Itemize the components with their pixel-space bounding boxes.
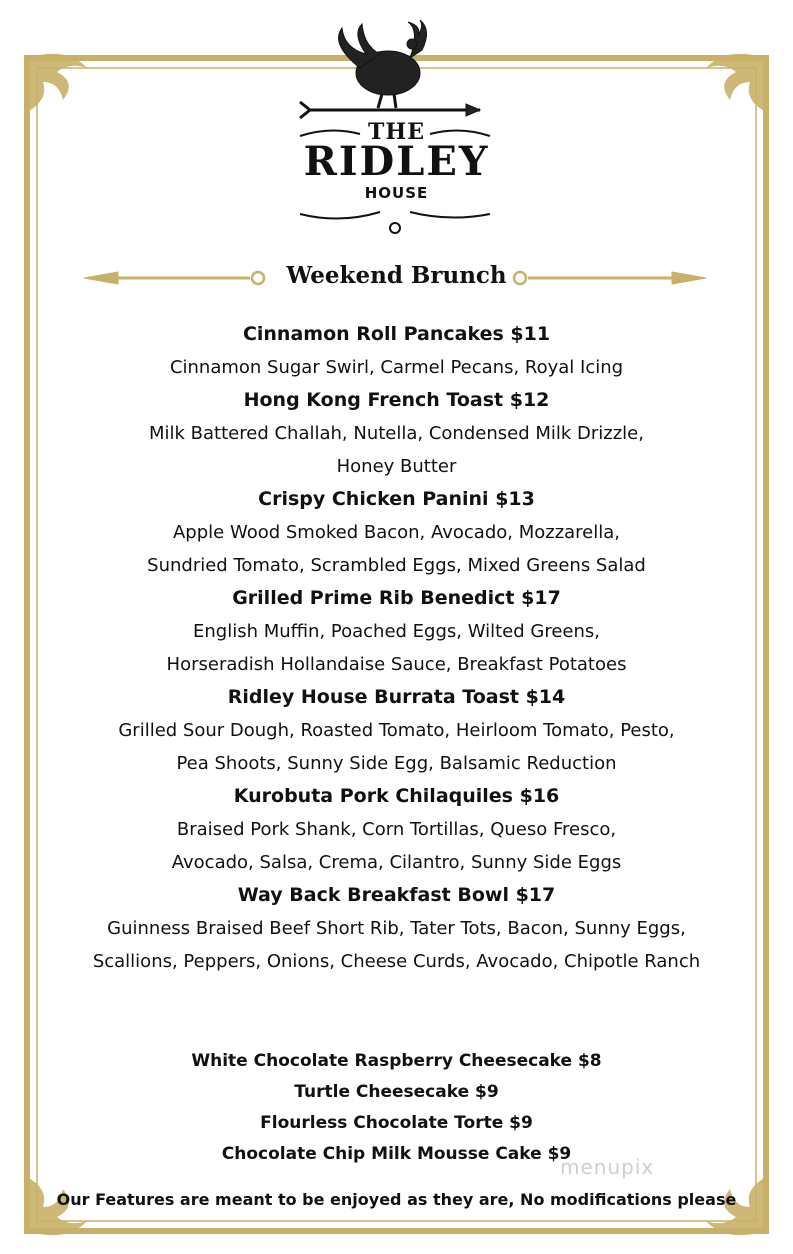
section-title: Weekend Brunch [286,262,507,289]
menu-item-description: English Muffin, Poached Eggs, Wilted Greens, [192,621,601,642]
dessert-item: White Chocolate Raspberry Cheesecake $8 [191,1051,602,1071]
menu-item [30,318,763,384]
menu-item-description: Honey Butter [336,456,457,477]
menu-item-name: Kurobuta Pork Chilaquiles $16 [233,785,560,807]
menu-item-name: Grilled Prime Rib Benedict $17 [232,587,561,609]
menu-item-description: Grilled Sour Dough, Roasted Tomato, Heirloom Tomato, Pesto, [118,720,675,741]
dessert-list [30,1046,763,1170]
brand-house: HOUSE [364,184,429,202]
dessert-item: Chocolate Chip Milk Mousse Cake $9 [221,1144,572,1164]
menu-item-description: Pea Shoots, Sunny Side Egg, Balsamic Reduction [176,753,617,774]
menu-item-name: Cinnamon Roll Pancakes $11 [242,323,551,345]
dessert-item: Turtle Cheesecake $9 [294,1082,499,1102]
menu-item-description: Sundried Tomato, Scrambled Eggs, Mixed Greens Salad [147,555,646,576]
menu-item-description: Milk Battered Challah, Nutella, Condensed Milk Drizzle, [149,423,644,444]
menu-item-name: Crispy Chicken Panini $13 [258,488,535,510]
menu-item-name: Hong Kong French Toast $12 [243,389,550,411]
menu-item-description: Guinness Braised Beef Short Rib, Tater Tots, Bacon, Sunny Eggs, [107,918,686,939]
menu-item-description: Scallions, Peppers, Onions, Cheese Curds, Avocado, Chipotle Ranch [92,951,701,972]
watermark: menupix [560,1155,655,1179]
menu-item [30,483,763,582]
menu-item-name: Ridley House Burrata Toast $14 [227,686,566,708]
menu-item-description: Horseradish Hollandaise Sauce, Breakfast Potatoes [166,654,627,675]
menu-item-description: Cinnamon Sugar Swirl, Carmel Pecans, Royal Icing [169,357,624,378]
menu-item-description: Avocado, Salsa, Crema, Cilantro, Sunny Side Eggs [171,852,622,873]
menu-item [30,384,763,483]
brand-the: THE [368,119,425,145]
menu-list [30,318,763,978]
menu-item-name: Way Back Breakfast Bowl $17 [237,884,556,906]
menu-item-description: Apple Wood Smoked Bacon, Avocado, Mozzarella, [172,522,621,543]
footer-note: Our Features are meant to be enjoyed as they are, No modifications please [56,1190,737,1209]
dessert-item: Flourless Chocolate Torte $9 [260,1113,533,1133]
brand-ridley: RIDLEY [303,138,490,185]
menu-item [30,582,763,681]
menu-item-description: Braised Pork Shank, Corn Tortillas, Queso Fresco, [176,819,617,840]
menu-item [30,780,763,879]
menu-item [30,879,763,978]
menu-item [30,681,763,780]
